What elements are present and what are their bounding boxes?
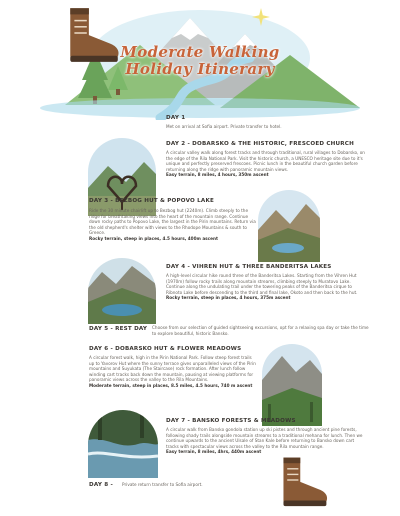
day-4-title: DAY 4 - VIHREN HUT & THREE BANDERITSA LAKES: [166, 264, 332, 270]
day-7-stats: Easy terrain, 8 miles, 4hrs, 440m ascent: [166, 449, 262, 455]
day-6-text: [89, 355, 257, 389]
page-title: [95, 44, 305, 78]
day-7-title: DAY 7 - BANSKO FORESTS & MEADOWS: [166, 418, 296, 424]
sparkle-star-icon: [252, 8, 270, 26]
day-3-title: DAY 3 - BEZBOG HUT & POPOVO LAKE: [89, 198, 214, 204]
day-1-title: DAY 1: [166, 115, 186, 121]
day-5-title: DAY 5 - REST DAY: [89, 326, 148, 332]
day-6-description: A circular forest walk, high in the Pirin National Park. Follow steep forest trails up to Yavorov Hut where the sunny terrace gives unparalleled views of the Pirin mountains and Suyukata (The Staircase) rock formation. After lunch follow winding cart tracks back down the mountain, pausing at viewing platforms for panoramic views across the valley to the Rila Mountains.: [89, 355, 256, 383]
day-3-photo: [258, 190, 320, 262]
day-1-text: [166, 124, 366, 130]
title-line-2: Holiday Itinerary: [125, 60, 275, 78]
day-6-stats: Moderate terrain, steep in places, 8.5 miles, 4.5 hours, 740 m ascent: [89, 382, 253, 388]
day-6-title: DAY 6 - DOBARSKO HUT & FLOWER MEADOWS: [89, 346, 242, 352]
day-4-photo: [88, 258, 156, 324]
day-3-text: [89, 208, 257, 242]
day-8-title: DAY 8 -: [89, 482, 113, 488]
title-line-1: Moderate Walking: [120, 43, 280, 61]
day-7-photo: [88, 410, 158, 478]
day-8-description: Private return transfer to Sofia airport.: [122, 482, 203, 487]
day-2-title: DAY 2 - DOBARSKO & THE HISTORIC, FRESCOED CHURCH: [166, 141, 354, 147]
day-4-text: [166, 273, 366, 301]
day-2-photo: [88, 138, 156, 216]
day-5-text: [152, 325, 372, 336]
day-2-description: A circular valley walk along forest tracks and through traditional, rural villages to Dobarsko, on the edge of the Rila National Park. Visit the historic church, a UNESCO heritage site due to it's unique and perfectly preserved frescoes. Picnic lunch in the beautiful church garden before returning along the ridge with panoramic mountain views.: [166, 150, 365, 172]
day-7-description: A circular walk from Bansko gondola station up ski pistes and through ancient pine forests, following shady trails alongside mountain streams to a traditional mehana for lunch. Then we continue upwards to the ancient Ulsale of Stan Kale before returning to Bansko down cart tracks with spectacular views across the valley to the Rila mountain range.: [166, 427, 363, 449]
day-1-description: Met on arrival at Sofia airport. Private transfer to hotel.: [166, 124, 282, 129]
day-4-stats: Rocky terrain, steep in places, 4 hours, 375m ascent: [166, 295, 291, 301]
day-2-text: [166, 150, 366, 178]
hiking-boot-icon: [276, 452, 332, 508]
day-6-photo: [262, 344, 322, 426]
day-7-text: [166, 427, 366, 455]
day-3-stats: Rocky terrain, steep in places, 4.5 hours, 400m ascent: [89, 235, 218, 241]
day-3-description: Ride the 30 minute chairlift up to Bezbog hut (2240m). Climb steeply to the ridge for breathtaking views into the heart of the mountain range. Continue down rocky paths to Popovo Lake, the largest in the Pirin mountains. Return via the old shepherd's shelter with views to the Rhodope Mountains & south to Greece.: [89, 208, 256, 236]
day-8-text: [122, 482, 282, 488]
day-4-description: A high-level circular hike round three of the Banderitsa Lakes. Starting from the Vihren Hut (1970m) follow rocky trails along mountain streams, climbing steeply to Muratovo Lake. Continue along the undulating trail under the towering peaks of the Banderitsa cirque to Ribnoto Lake before descending to the third and final lake, Okoto and then back to the hut.: [166, 273, 358, 295]
day-2-stats: Easy terrain, 8 miles, 4 hours, 350m ascent: [166, 172, 269, 178]
day-5-description: Choose from our selection of guided sightseeing excursions, opt for a relaxing spa day or take the time to explore beautiful, historic Bansko.: [152, 325, 369, 336]
